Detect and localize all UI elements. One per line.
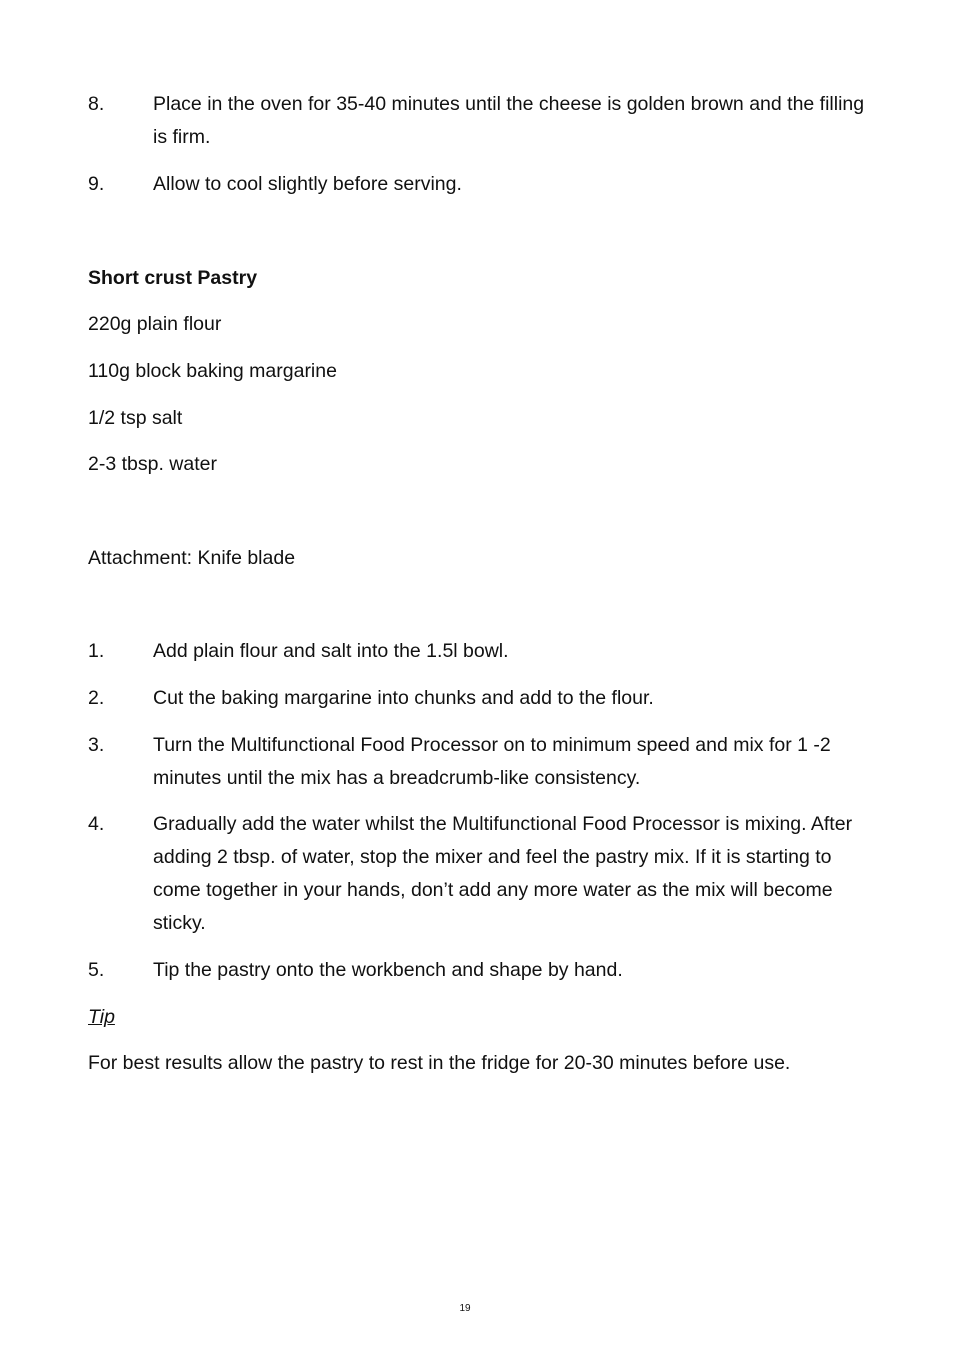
step-text: Turn the Multifunctional Food Processor on to minimum speed and mix for 1 -2 minutes until the mix has a breadcrumb-like consistency. bbox=[153, 734, 831, 789]
step-number: 5. bbox=[88, 959, 105, 981]
step-text: Tip the pastry onto the workbench and shape by hand. bbox=[153, 959, 623, 981]
ingredient-salt: 1/2 tsp salt bbox=[88, 407, 183, 429]
recipe-title: Short crust Pastry bbox=[88, 267, 258, 289]
ingredient-water: 2-3 tbsp. water bbox=[88, 453, 217, 475]
step-number: 2. bbox=[88, 687, 105, 709]
step-text: Cut the baking margarine into chunks and add to the flour. bbox=[153, 687, 654, 709]
step-number: 9. bbox=[88, 173, 105, 195]
step-number: 1. bbox=[88, 640, 105, 662]
tip-text: For best results allow the pastry to rest in the fridge for 20-30 minutes before use. bbox=[88, 1052, 791, 1074]
step-text: Add plain flour and salt into the 1.5l bowl. bbox=[153, 640, 509, 662]
pastry-step-2 bbox=[88, 682, 878, 715]
method-step-8 bbox=[88, 88, 878, 154]
step-text: Allow to cool slightly before serving. bbox=[153, 173, 462, 195]
pastry-step-1 bbox=[88, 635, 878, 668]
pastry-step-3 bbox=[88, 729, 878, 795]
page-number: 19 bbox=[459, 1303, 471, 1314]
pastry-step-5 bbox=[88, 954, 878, 987]
step-text: Place in the oven for 35-40 minutes until the cheese is golden brown and the filling is firm. bbox=[153, 93, 865, 148]
attachment-note: Attachment: Knife blade bbox=[88, 547, 296, 569]
pastry-step-4 bbox=[88, 808, 878, 940]
step-text: Gradually add the water whilst the Multifunctional Food Processor is mixing. After adding 2 tbsp. of water, stop the mixer and feel the pastry mix. If it is starting to come together in your hands, don’t add any more water as the mix will become sticky. bbox=[153, 813, 853, 934]
tip-label: Tip bbox=[88, 1006, 115, 1028]
step-number: 3. bbox=[88, 734, 105, 756]
method-step-9 bbox=[88, 168, 878, 201]
step-number: 4. bbox=[88, 813, 105, 835]
ingredient-flour: 220g plain flour bbox=[88, 313, 222, 335]
step-number: 8. bbox=[88, 93, 105, 115]
ingredient-margarine: 110g block baking margarine bbox=[88, 360, 337, 382]
